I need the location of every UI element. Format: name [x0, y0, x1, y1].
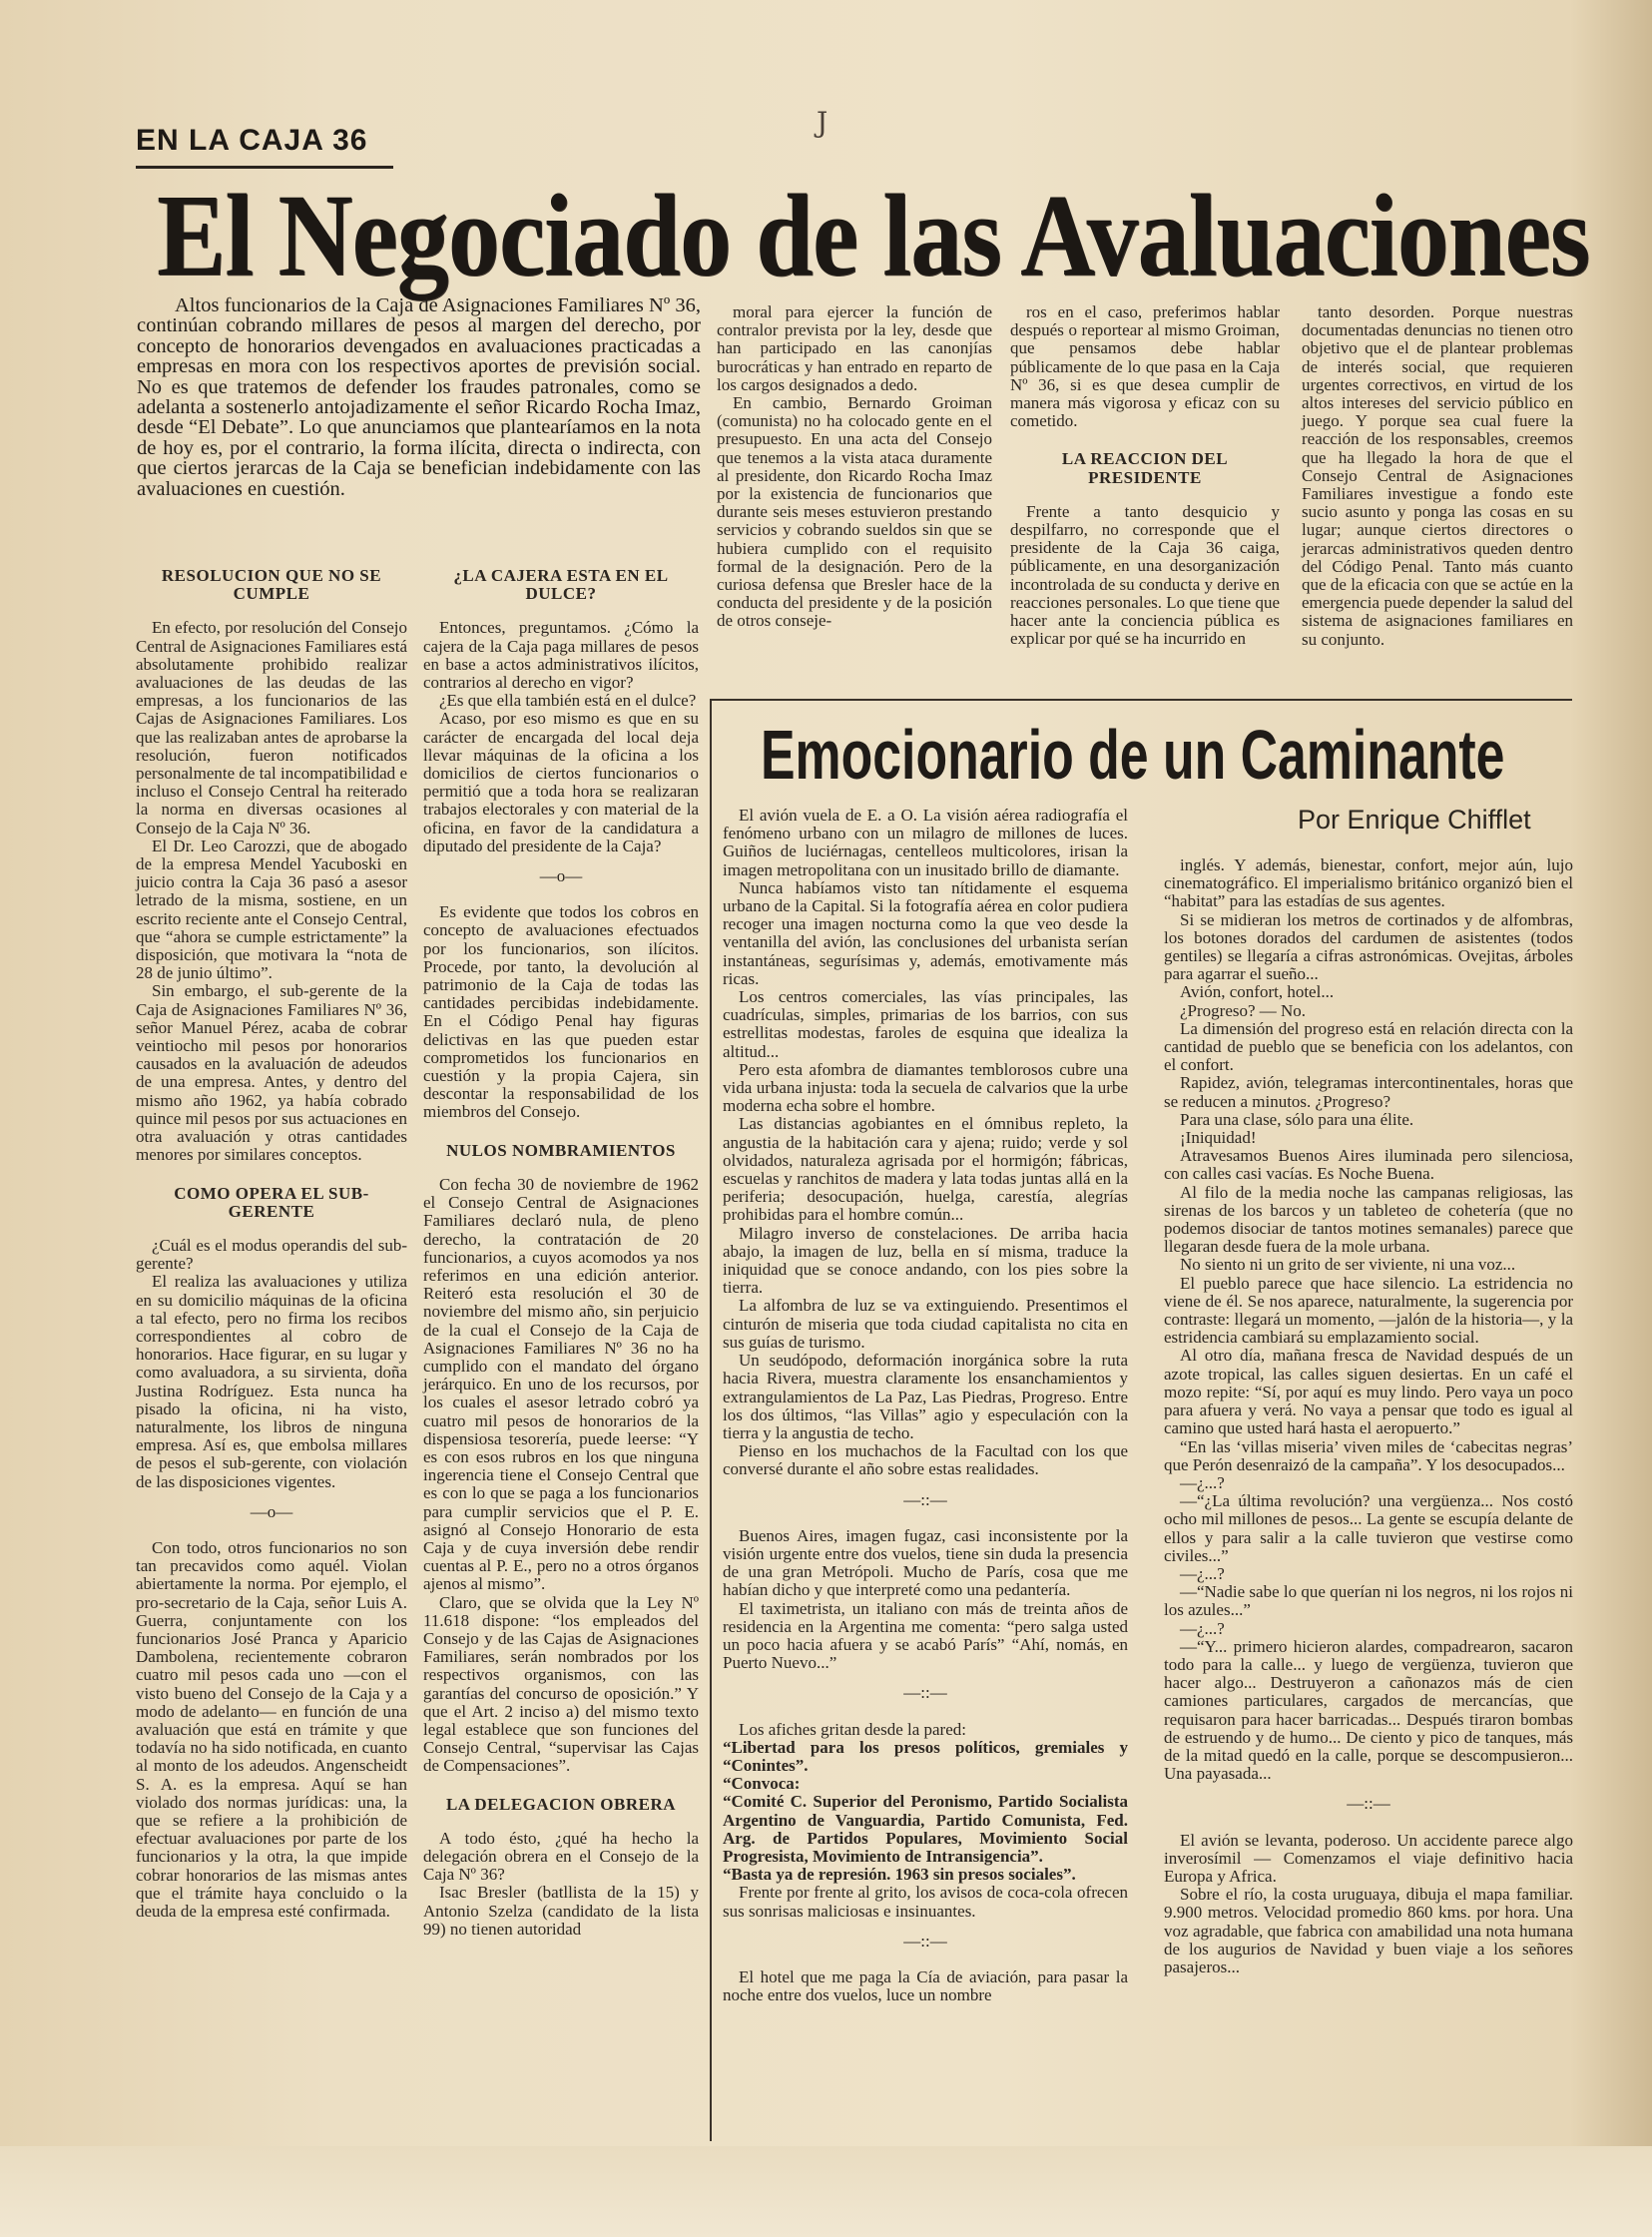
paragraph: Entonces, preguntamos. ¿Cómo la cajera de la Caja paga millares de pesos en base a actos administrativos ilícitos, contrarios al derecho en vigor? [423, 618, 699, 693]
paragraph: El hotel que me paga la Cía de aviación, para pasar la noche entre dos vuelos, luce un nombre [723, 1966, 1128, 2005]
paragraph: Con fecha 30 de noviembre de 1962 el Consejo Central de Asignaciones Familiares declaró nula, de pleno derecho, la contratación de 20 funcionarios, a cuyos acomodos ya nos referimos en una edición anterior. Reiteró esta resolución el 30 de noviembre del mismo año, sin perjuicio de la cual el Consejo de la Caja de Asignaciones Familiares Nº 36 no ha cumplido con el mandato del órgano jerárquico. En uno de los recursos, por los cuales el asesor letrado cobró ya cuatro mil pesos de honorarios de la dispensiosa tesorería, puede leerse: “Y es con esos rubros en los que ninguna ingerencia tiene el Consejo Central que es con lo que se paga a los funcionarios para cumplir servicios que el P. E. asignó al Consejo Honorario de esta Caja y de cuya inversión debe rendir cuentas al P. E., pero no a otros órganos ajenos al mismo”. [423, 1174, 699, 1594]
paragraph: ¡Iniquidad! [1180, 1128, 1257, 1148]
paragraph: Avión, confort, hotel... [1180, 982, 1335, 1002]
paragraph: Sin embargo, el sub-gerente de la Caja de Asignaciones Familiares Nº 36, señor Manuel Pérez, acaba de cobrar veintiocho mil pesos por honorarios causados en la avaluación de adeudos de una empresa. Antes, y dentro del mismo año 1962, ya había cobrado quince mil pesos por sus actuaciones en otra avaluación y otras cantidades menores por similares conceptos. [136, 981, 407, 1165]
column-divider [710, 699, 712, 2141]
article1-column-1 [136, 547, 407, 1921]
paragraph: El pueblo parece que hace silencio. La estridencia no viene de él. Se nos aparece, naturalmente, la sugerencia por contraste: llegará un momento, —jalón de la historia—, y la estridencia cambiará su emplazamiento social. [1164, 1273, 1573, 1348]
article1-column-4 [1010, 303, 1280, 648]
paragraph: El taximetrista, un italiano con más de treinta años de residencia en la Argentina me comenta: “pero salga usted un poco hacia afuera y se acabó París” “Ahí, nomás, en Puerto Nuevo...” [723, 1598, 1128, 1673]
paragraph: —“Y... primero hicieron alardes, compadrearon, sacaron todo para la calle... y luego de vergüenza, tuvieron que hacer algo... Destruyeron a cañonazos más de cien camiones particulares, cargados de mercancías, que requisaron para hacer barricadas... Después tiraron bombas de estruendo y de humo... De ciento y pico de tanques, más de la mitad quedó en la calle, porque se descompusieron... Una payasada... [1164, 1636, 1573, 1784]
paragraph: ¿Es que ella también está en el dulce? [439, 691, 697, 711]
paragraph: Al filo de la media noche las campanas religiosas, las sirenas de los barcos y un tableteo de cohetería (que no podemos disociar de tantos motines semanales) parece que llegaran desde fuera de la mole urbana. [1164, 1182, 1573, 1257]
paragraph: Pienso en los muchachos de la Facultad con los que conversé durante el año sobre estas realidades. [723, 1441, 1128, 1479]
paragraph: Pero esta afombra de diamantes temblorosos cubre una vida urbana injusta: toda la secuela de calvarios que la urbe moderna echa sobre el hombre. [723, 1059, 1128, 1116]
paragraph: —¿...? [1180, 1563, 1225, 1583]
section-kicker: EN LA CAJA 36 [136, 124, 368, 157]
main-headline: El Negociado de las Avaluaciones [157, 170, 1590, 300]
paragraph: —“¿La última revolución? una vergüenza... Nos costó ocho mil millones de pesos... La gente se escupía delante de ellos y para salir a la calle tuvieron que vestirse como civiles...” [1164, 1491, 1573, 1565]
page-bottom-margin [0, 2146, 1652, 2237]
paragraph: Frente a tanto desquicio y despilfarro, no corresponde que el presidente de la Caja 36 caiga, públicamente, en una desorganización incontrolada de su conducta y derive en reacciones personales. Lo que tiene que hacer ante la conciencia pública es explicar por qué se ha incurrido en [1010, 501, 1281, 649]
paragraph: Sobre el río, la costa uruguaya, dibuja el mapa familiar. 9.900 metros. Velocidad promedio 860 kms. por hora. Una voz agradable, que fabrica con amabilidad una nota humana de los augurios de Navidad y buen viaje a los señores pasajeros... [1164, 1885, 1573, 1976]
paragraph: El avión se levanta, poderoso. Un accidente parece algo inverosímil — Comenzamos el viaje definitivo hacia Europa y Africa. [1164, 1830, 1573, 1886]
paragraph: No siento ni un grito de ser viviente, ni una voz... [1180, 1255, 1516, 1275]
paragraph: El realiza las avaluaciones y utiliza en su domicilio máquinas de la oficina a tal efecto, pero no firma los recibos correspondientes al cobro de honorarios. Hace figurar, en su lugar y como avaluadora, a su sirvienta, doña Justina Rodríguez. Esta nunca ha pisado la oficina, ni ha visto, naturalmente, los libros de ninguna empresa. Así es, que embolsa millares de pesos el sub-gerente, con violación de las disposiciones vigentes. [136, 1272, 407, 1491]
section-heading: ¿LA CAJERA ESTA EN EL DULCE? [453, 566, 669, 604]
section-separator: —::— [903, 1683, 947, 1703]
paragraph: Buenos Aires, imagen fugaz, casi inconsistente por la visión urgente entre dos vuelos, tiene sin duda la presencia de una gran Metrópoli. Mucho de París, cosa que me habían dicho y que interpreté como una pedantería. [723, 1525, 1128, 1600]
article-divider [712, 699, 1572, 701]
section-heading: LA DELEGACION OBRERA [445, 1794, 677, 1814]
paragraph: Nunca habíamos visto tan nítidamente el esquema urbano de la Capital. Si la fotografía aérea en color pudiera recoger una imagen nocturna como la que veo desde la ventanilla del avión, las conclusiones del urbanista serían instantáneas, segurísimas y, además, emotivamente más ricas. [723, 877, 1128, 988]
paragraph: El avión vuela de E. a O. La visión aérea radiografía el fenómeno urbano con un milagro de millones de luces. Guiños de luciérnagas, centelleos multicolores, irisan la imagen metropolitana con un inusitado brillo de diamante. [723, 806, 1128, 879]
article1-column-5 [1302, 303, 1573, 649]
paragraph: inglés. Y además, bienestar, confort, mejor aún, lujo cinematográfico. El imperialismo británico organizó bien el “habitat” para las estadías de sus agentes. [1164, 855, 1573, 911]
paragraph: Acaso, por eso mismo es que en su carácter de encargada del local deja llevar máquinas de la oficina a los domicilios de ciertos funcionarios o permitió que a toda hora se realizaran trabajos electorales y con material de la oficina, en favor de la candidatura a diputado del presidente de la Caja? [423, 709, 699, 855]
section-separator: —::— [903, 1931, 947, 1951]
section-separator: —o— [539, 866, 583, 886]
paragraph: Atravesamos Buenos Aires iluminada pero silenciosa, con calles casi vacías. Es Noche Buena. [1164, 1146, 1573, 1184]
lead-text: Altos funcionarios de la Caja de Asignaciones Familiares Nº 36, continúan cobrando millares de pesos al margen del derecho, por concepto de honorarios devengados en avaluaciones practicadas a empresas en mora con los respectivos aportes de previsión social. No es que tratemos de defender los fraudes patronales, como se adelanta a sostenerlo antojadizamente el señor Ricardo Rocha Imaz, desde “El Debate”. Lo que anunciamos que plantearíamos en la nota de hoy es, por el contrario, la forma ilícita, directa o indirecta, con que ciertos jerarcas de la Caja se benefician indebidamente con las avaluaciones en cuestión. [137, 294, 701, 500]
paragraph: Es evidente que todos los cobros en concepto de avaluaciones efectuados por los funcionarios, son ilícitos. Procede, por tanto, la devolución al patrimonio de la Caja de todas las cantidades percibidas indebidamente. En el Código Penal hay figuras delictivas en las que pueden estar comprometidos los funcionarios en cuestión y la propia Cajera, sin descontar la responsabilidad de los miembros del Consejo. [423, 902, 699, 1122]
paragraph: —¿...? [1180, 1618, 1225, 1638]
paragraph: Milagro inverso de constelaciones. De arriba hacia abajo, la imagen de luz, bella en sí misma, traduce la iniquidad que se conoce andando, con los pies sobre la tierra. [723, 1223, 1128, 1298]
paragraph: Un seudópodo, deformación inorgánica sobre la ruta hacia Rivera, muestra claramente los ensanchamientos y extrangulamientos de La Paz, Las Piedras, Progreso. Entre los dos últimos, “las Villas” agio y especulación con la tierra y la angustia de techo. [723, 1351, 1128, 1442]
section-separator: —::— [1347, 1794, 1390, 1814]
article2-column-a [723, 807, 1128, 2004]
section-separator: —o— [250, 1501, 293, 1521]
article1-column-3 [717, 303, 992, 631]
bold-paragraph: “Basta ya de represión. 1963 sin presos sociales”. [723, 1865, 1076, 1885]
paragraph: Claro, que se olvida que la Ley Nº 11.618 dispone: “los empleados del Consejo y de las Cajas de Asignaciones Familiares, serán nombrados por los respectivos organismos, con las garantías del concurso de oposición.” Y que el Art. 2 inciso a) del mismo texto legal establece que son funciones del Consejo Central, “supervisar las Cajas de Compensaciones”. [423, 1592, 699, 1776]
section-heading: NULOS NOMBRAMIENTOS [446, 1140, 676, 1160]
paragraph: La dimensión del progreso está en relación directa con la cantidad de pueblo que se beneficia con los adelantos, con el confort. [1164, 1018, 1573, 1075]
paragraph: ¿Cuál es el modus operandis del sub-gerente? [136, 1235, 407, 1274]
paragraph: —¿...? [1180, 1472, 1225, 1492]
section-heading: COMO OPERA EL SUB-GERENTE [174, 1183, 369, 1221]
paragraph: Rapidez, avión, telegramas intercontinentales, horas que se reducen a minutos. ¿Progreso? [1164, 1073, 1573, 1111]
paragraph: Isac Bresler (batllista de la 15) y Antonio Szelza (candidato de la lista 99) no tienen autoridad [423, 1883, 699, 1939]
bold-paragraph: “Convoca: [723, 1774, 801, 1794]
article2-headline: Emocionario de un Caminante [761, 716, 1505, 794]
bold-paragraph: “Libertad para los presos políticos, gremiales y “Conintes”. [723, 1737, 1128, 1775]
article1-column-2 [423, 547, 699, 1939]
paragraph: Si se midieran los metros de cortinados y de alfombras, los botones dorados del cardumen de asistentes (todos gentiles) se llegaría a cifras astronómicas. Ovejitas, árboles para agarrar el sueño... [1164, 909, 1573, 984]
section-separator: —::— [903, 1489, 947, 1509]
paragraph: En cambio, Bernardo Groiman (comunista) no ha colocado gente en el presupuesto. En una acta del Consejo que tenemos a la vista ataca duramente al presidente, don Ricardo Rocha Imaz por la existencia de funcionarios que durante seis meses estuvieron prestando servicios y cobrando sueldos sin que se hubiera cumplido con el requisito formal de la designación. Pero de la curiosa defensa que Bresler hace de la conducta del presidente y de la posición de otros conseje- [717, 393, 992, 631]
lead-paragraph [137, 295, 701, 499]
article2-byline: Por Enrique Chifflet [1298, 805, 1531, 835]
paragraph: La alfombra de luz se va extinguiendo. Presentimos el cinturón de miseria que toda ciudad capitalista no cita en sus guías de turismo. [723, 1296, 1128, 1352]
handwritten-mark: J [817, 106, 828, 139]
paragraph: Las distancias agobiantes en el ómnibus repleto, la angustia de la habitación cara y ajena; ruido; verde y sol olvidados, naturaleza agrisada por el hormigón; fábricas, escuelas y ranchitos de madera y lata todas juntas allá en la periferia; desocupación, huelga, carestía, alegrías prohibidas para el hombre común... [723, 1114, 1128, 1225]
section-heading: LA REACCION DEL PRESIDENTE [1061, 449, 1229, 487]
paragraph: Los centros comerciales, las vías principales, las cuadrículas, simples, primarias de los barrios, con sus estrellitas modestas, faroles de esquina que idealiza la altitud... [723, 987, 1128, 1061]
paragraph: Para una clase, sólo para una élite. [1180, 1109, 1414, 1129]
article2-column-b [1164, 856, 1573, 1976]
section-heading: RESOLUCION QUE NO SE CUMPLE [161, 566, 382, 604]
paragraph: ros en el caso, preferimos hablar después o reportear al mismo Groiman, que pensamos debe hablar públicamente de lo que pasa en la Caja Nº 36, si es que desea cumplir de manera más vigorosa y eficaz con su cometido. [1010, 302, 1280, 431]
paragraph: Con todo, otros funcionarios no son tan precavidos como aquél. Violan abiertamente la norma. Por ejemplo, el pro-secretario de la Caja, señor Luis A. Guerra, conjuntamente con los funcionarios José Pranca y Aparicio Dambolena, recientemente cobraron cuatro mil pesos cada uno —con el visto bueno del Consejo de la Caja y a modo de adelanto— en función de una avaluación que está en trámite y que todavía no ha sido notificada, en cuanto al monto de los adeudos. Angenscheidt S. A. es la empresa. Aquí se han violado dos normas jurídicas: una, la que se refiere a la prohibición de efectuar avaluaciones por parte de los funcionarios y la otra, la que impide cobrar honorarios de las mismas antes que el trámite haya concluido o la deuda de la empresa esté confirmada. [136, 1537, 407, 1922]
paragraph: —“Nadie sabe lo que querían ni los negros, ni los rojos ni los azules...” [1164, 1582, 1573, 1620]
paragraph: Los afiches gritan desde la pared: [739, 1719, 966, 1739]
paragraph: A todo ésto, ¿qué ha hecho la delegación obrera en el Consejo de la Caja Nº 36? [423, 1828, 699, 1885]
paragraph: ¿Progreso? — No. [1180, 1000, 1307, 1020]
paragraph: Al otro día, mañana fresca de Navidad después de un azote tropical, las calles siguen desiertas. En un café el mozo repite: “Sí, por aquí es muy lindo. Pero vaya un poco para afuera y verá. No vaya a pensar que todo es igual al camino que usted hará hasta el aeropuerto.” [1164, 1346, 1573, 1438]
paragraph: tanto desorden. Porque nuestras documentadas denuncias no tienen otro objetivo que el de plantear problemas de interés social, que requieren urgentes correctivos, en virtud de los altos intereses del servicio público en juego. Y porque sea cual fuere la reacción de los responsables, creemos que ha llegado la hora de que el Consejo Central de Asignaciones Familiares investigue a fondo este sucio asunto y ponga las cosas en su lugar; aunque ciertos directores o jerarcas administrativos queden dentro del Código Penal. Tanto más cuanto que de la eficacia con que se actúe en la emergencia puede depender la salud del sistema de asignaciones familiares en su conjunto. [1302, 302, 1573, 649]
paragraph: En efecto, por resolución del Consejo Central de Asignaciones Familiares está absolutamente prohibido realizar avaluaciones de las deudas de las empresas, a los funcionarios de las Cajas de Asignaciones Familiares. Los que las realizaban antes de aprobarse la resolución, fueron notificados personalmente de tal incompatibilidad e incluso el Consejo Central ha reiterado la norma en diversas ocasiones al Consejo de la Caja Nº 36. [136, 618, 407, 838]
paragraph: El Dr. Leo Carozzi, que de abogado de la empresa Mendel Yacuboski en juicio contra la Caja 36 pasó a asesor letrado de la misma, sostiene, en un escrito reciente ante el Consejo Central, que “ahora se cumple estrictamente” la disposición, que motivara la “nota de 28 de junio último”. [136, 836, 407, 983]
bold-paragraph: “Comité C. Superior del Peronismo, Partido Socialista Argentino de Vanguardia, Partido Comunista, Fed. Arg. de Partidos Populares, Movimiento Social Progresista, Movimiento de Intransigencia”. [723, 1792, 1128, 1866]
paragraph: moral para ejercer la función de contralor prevista por la ley, desde que han participado en las canonjías burocráticas y han entrado en reparto de los cargos designados a dedo. [717, 302, 992, 394]
paragraph: Frente por frente al grito, los avisos de coca-cola ofrecen sus sonrisas maliciosas e insinuantes. [723, 1883, 1128, 1921]
paragraph: “En las ‘villas miseria’ viven miles de ‘cabecitas negras’ que Perón desenraizó de la campaña”. Y los desocupados... [1164, 1436, 1573, 1474]
